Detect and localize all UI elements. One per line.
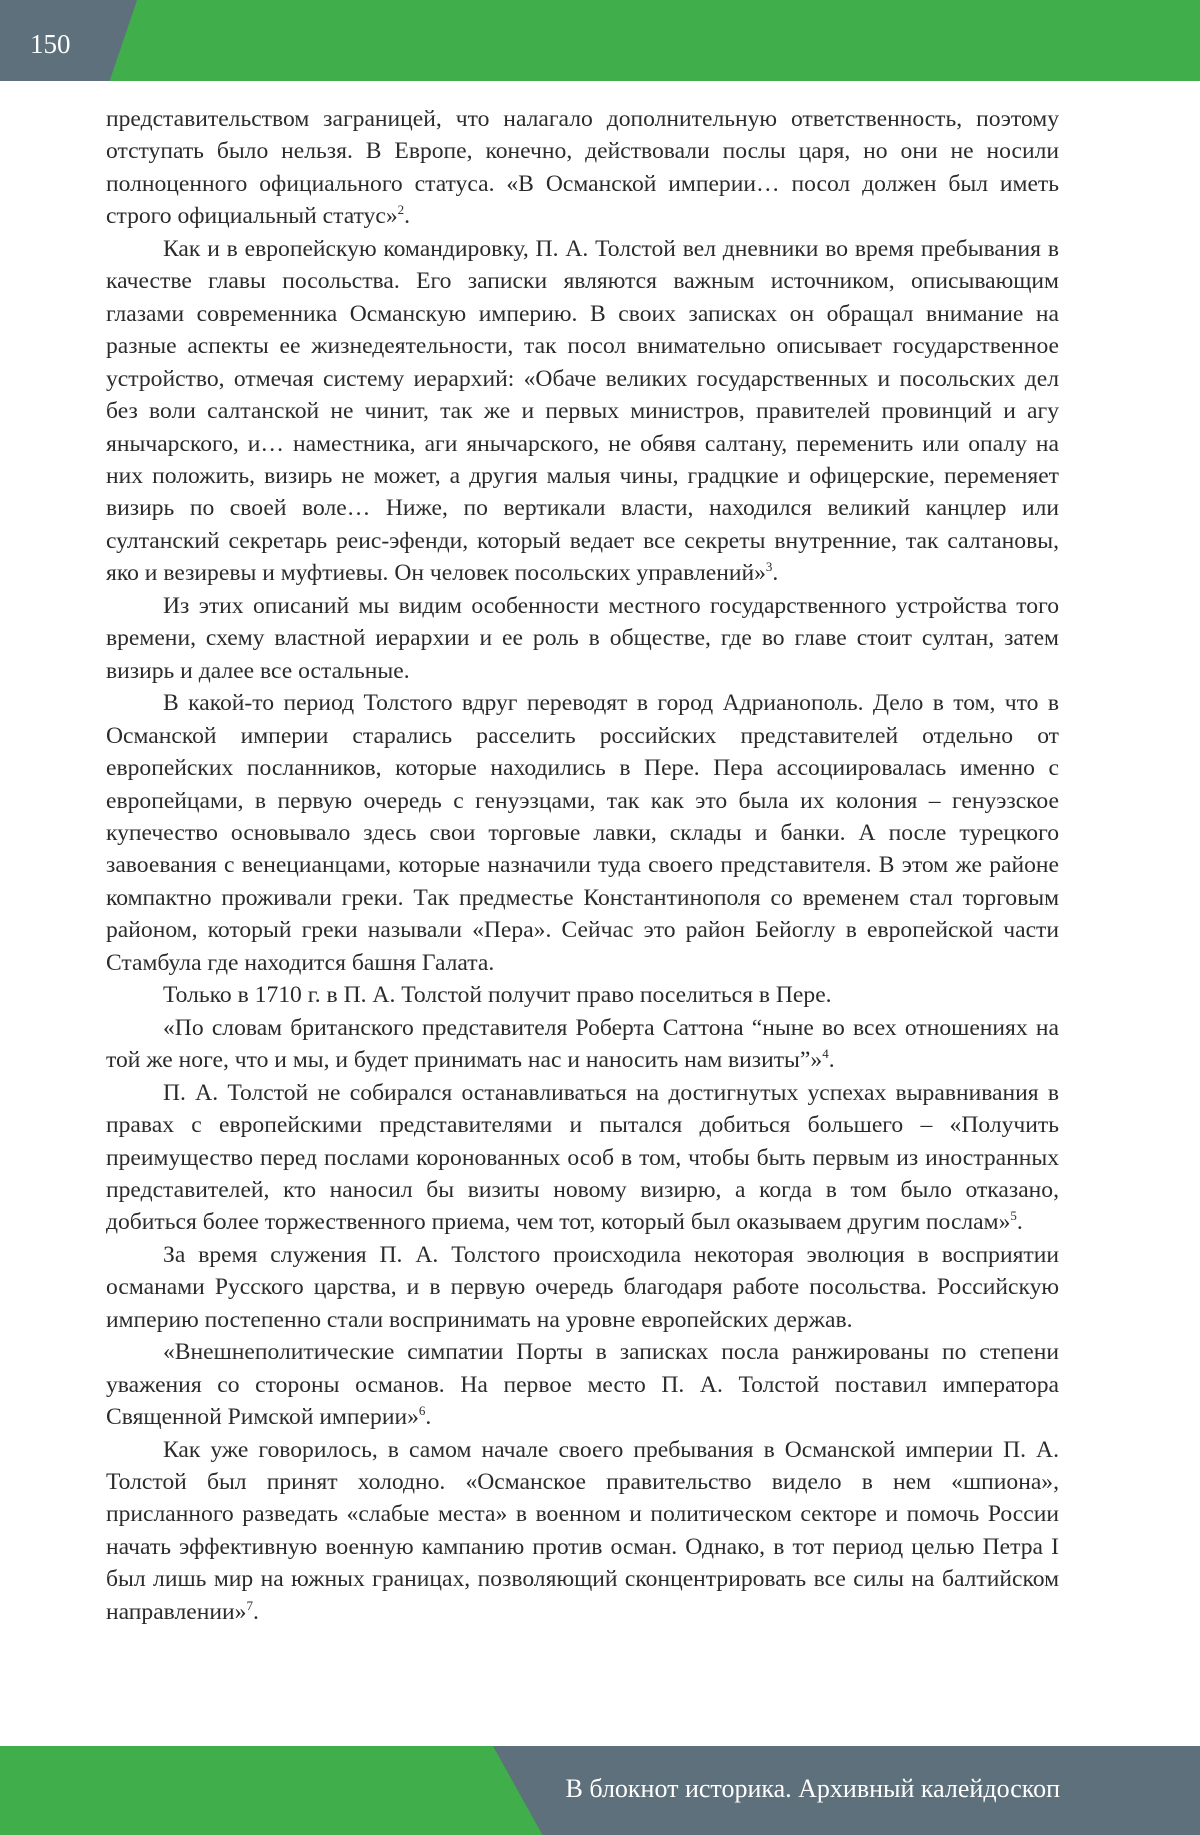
paragraph: П. А. Толстой не собирался останавливаться на достигнутых успехах выравнивания в правах с европейскими представителями и пытался добиться большего – «Получить преимущество перед послами коронованных особ в том, чтобы быть первым из иностранных представителей, кто наносил бы визиты новому визирю, а когда в том было отказано, добиться более торжественного приема, чем тот, который был оказываем другим послам»$^5$. [106, 1079, 1059, 1236]
body-text [106, 103, 1059, 1628]
footnote-ref[interactable]: 3 [765, 559, 773, 575]
paragraph: представительством заграницей, что налагало дополнительную ответственность, поэтому отступать было нельзя. В Европе, конечно, действовали послы царя, но они не носили полноценного официального статуса. «В Османской империи… посол должен был иметь строго официальный статус»$^2$. [106, 106, 1059, 230]
footnote-ref[interactable]: 2 [397, 202, 405, 218]
footnote-ref[interactable]: 6 [418, 1403, 426, 1419]
footnote-ref[interactable]: 5 [1010, 1208, 1017, 1224]
header-band [0, 0, 1200, 81]
paragraph: «Внешнеполитические симпатии Порты в записках посла ранжированы по степени уважения со стороны османов. На первое место П. А. Толстой поставил императора Священной Римской империи»$^6$. [106, 1339, 1059, 1431]
paragraph: В какой-то период Толстого вдруг переводят в город Адрианополь. Дело в том, что в Османской империи старались расселить российских представителей отдельно от европейских посланников, которые находились в Пере. Пера ассоциировалась именно с европейцами, в первую очередь с генуэзцами, так как это была их колония – генуэзское купечество основывало здесь свои торговые лавки, склады и банки. А после турецкого завоевания с венецианцами, которые назначили туда своего представителя. В этом же районе компактно проживали греки. Так предместье Константинополя со временем стал торговым районом, который греки называли «Пера». Сейчас это район Бейоглу в европейской части Стамбула где находится башня Галата. [106, 690, 1059, 976]
paragraph: За время служения П. А. Толстого происходила некоторая эволюция в восприятии османами Русского царства, и в первую очередь благодаря работе посольства. Российскую империю постепенно стали воспринимать на уровне европейских держав. [106, 1241, 1059, 1333]
running-title: В блокнот историка. Архивный калейдоскоп [565, 1774, 1060, 1803]
footnote-ref[interactable]: 7 [246, 1597, 253, 1613]
paragraph: Только в 1710 г. в П. А. Толстой получит право поселиться в Пере. [163, 982, 832, 1009]
paragraph: Как уже говорилось, в самом начале своего пребывания в Османской империи П. А. Толстой был принят холодно. «Османское правительство видело в нем «шпиона», присланного разведать «слабые места» в военном и политическом секторе и помочь России начать эффективную военную кампанию против осман. Однако, в тот период целью Петра I был лишь мир на южных границах, позволяющий сконцентрировать все силы на балтийском направлении»$^7$. [106, 1436, 1059, 1625]
paragraph: Как и в европейскую командировку, П. А. Толстой вел дневники во время пребывания в качестве главы посольства. Его записки являются важным источником, описывающим глазами современника Османскую империю. В своих записках он обращал внимание на разные аспекты ее жизнедеятельности, так посол внимательно описывает государственное устройство, отмечая систему иерархий: «Обаче великих государственных и посольских дел без воли салтанской не чинит, так же и первых министров, правителей провинций и агу янычарского, и… наместника, аги янычарского, не обявя салтану, переменить или опалу на них положить, визирь не может, а другия малыя чины, градцкие и офицерские, переменяет визирь по своей воле… Ниже, по вертикали власти, находился великий канцлер или султанский секретарь реис-эфенди, который ведает все секреты внутренние, так салтановы, яко и везиревы и муфтиевы. Он человек посольских управлений»$^3$. [106, 235, 1059, 587]
paragraph: Из этих описаний мы видим особенности местного государственного устройства того времени, схему властной иерархии и ее роль в обществе, где во главе стоит султан, затем визирь и далее все остальные. [106, 592, 1059, 684]
paragraph: «По словам британского представителя Роберта Саттона “ныне во всех отношениях на той же ноге, что и мы, и будет принимать нас и наносить нам визиты”»$^4$. [106, 1014, 1059, 1074]
page-number: 150 [30, 29, 71, 59]
footnote-ref[interactable]: 4 [822, 1046, 829, 1062]
